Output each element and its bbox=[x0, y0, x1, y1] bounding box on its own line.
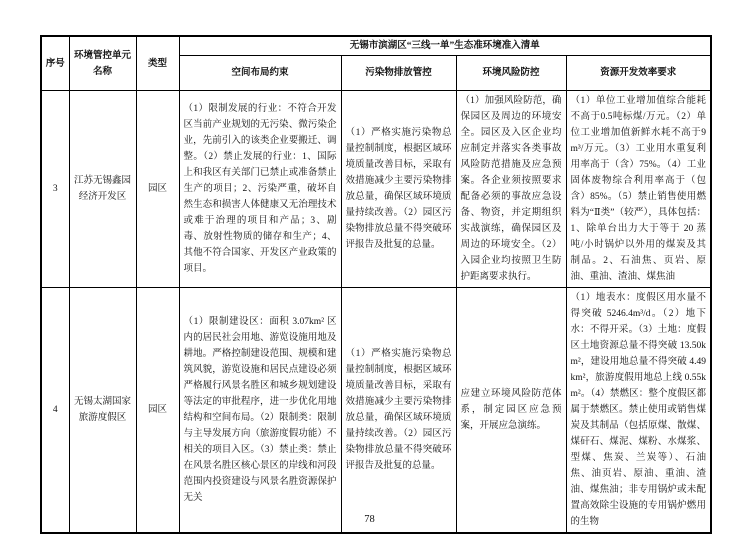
header-risk-prevention: 环境风险防控 bbox=[456, 56, 566, 91]
table-row bbox=[41, 288, 711, 534]
header-group-title: 无锡市滨湖区“三线一单”生态准环境准入清单 bbox=[179, 36, 711, 56]
header-unit-name: 环境管控单元名称 bbox=[69, 36, 136, 91]
table-row bbox=[41, 91, 711, 288]
cell-risk-4: 应建立环境风险防范体系，制定园区应急预案，开展应急演练。 bbox=[456, 288, 566, 534]
cell-serial-3: 3 bbox=[41, 91, 69, 288]
cell-resource-3: （1）单位工业增加值综合能耗不高于0.5吨标煤/万元。（2）单位工业增加值新鲜水耗不高于9m³/万元。（3）工业用水重复利用率高于（含）75%。（4）工业固体废物综合利用率高于（包含）85%。（5）禁止销售使用燃料为“Ⅱ类”（较严），具体包括：1、除单台出力大于等于 20 蒸吨/小时锅炉以外用的煤炭及其制品。2、石油焦、页岩、原油、重油、渣油、煤焦油 bbox=[566, 91, 711, 288]
header-pollutant-control: 污染物排放管控 bbox=[341, 56, 456, 91]
eco-access-list-table bbox=[40, 35, 712, 534]
cell-type-4: 园区 bbox=[136, 288, 179, 534]
cell-spatial-3: （1）限制发展的行业：不符合开发区当前产业规划的无污染、微污染企业，先前引入的该类企业要搬迁、调整。（2）禁止发展的行业：1、国际上和我区有关部门已禁止或准备禁止生产的项目；2、污染严重，破坏自然生态和损害人体健康又无治理技术或难于治理的项目和产品；3、剧毒、放射性物质的储存和生产；4、其他不符合国家、开发区产业政策的项目。 bbox=[179, 91, 341, 288]
cell-unit-name-4: 无锡太湖国家旅游度假区 bbox=[69, 288, 136, 534]
header-serial: 序号 bbox=[41, 36, 69, 91]
cell-spatial-4: （1）限制建设区：面积 3.07km² 区内的居民社会用地、游览设施用地及耕地。严格控制建设范围、规模和建筑风貌，游览设施和居民点建设必须严格履行风景名胜区和城乡规划建设等法定的审批程序，进一步优化用地结构和空间布局。（2）限制类：限制与主导发展方向（旅游度假功能）不相关的项目入区。（3）禁止类：禁止在风景名胜区核心景区的岸线和河段范围内投资建设与风景名胜资源保护无关 bbox=[179, 288, 341, 534]
cell-pollutant-4: （1）严格实施污染物总量控制制度，根据区域环境质量改善目标，采取有效措施减少主要污染物排放总量，确保区域环境质量持续改善。（2）园区污染物排放总量不得突破环评报告及批复的总量。 bbox=[341, 288, 456, 534]
cell-serial-4: 4 bbox=[41, 288, 69, 534]
cell-type-3: 园区 bbox=[136, 91, 179, 288]
cell-unit-name-3: 江苏无锡鑫园经济开发区 bbox=[69, 91, 136, 288]
cell-resource-4: （1）地表水：度假区用水量不得突破 5246.4m³/d。（2）地下水：不得开采。（3）土地：度假区土地资源总量不得突破 13.50km²，建设用地总量不得突破 4.49km²，旅游度假用地总上线 0.55km²。（4）禁燃区：整个度假区都属于禁燃区。禁止使用或销售煤炭及其制品（包括原煤、散煤、煤矸石、煤泥、煤粉、水煤浆、型煤、焦炭、兰炭等）、石油焦、油页岩、原油、重油、渣油、煤焦油；非专用锅炉或未配置高效除尘设施的专用锅炉燃用的生物 bbox=[566, 288, 711, 534]
cell-pollutant-3: （1）严格实施污染物总量控制制度，根据区域环境质量改善目标，采取有效措施减少主要污染物排放总量，确保区域环境质量持续改善。（2）园区污染物排放总量不得突破环评报告及批复的总量。 bbox=[341, 91, 456, 288]
header-resource-efficiency: 资源开发效率要求 bbox=[566, 56, 711, 91]
header-type: 类型 bbox=[136, 36, 179, 91]
page-number: 78 bbox=[364, 514, 375, 525]
cell-risk-3: （1）加强风险防范，确保园区及周边的环境安全。园区及入区企业均应制定并落实各类事故风险防范措施及应急预案。各企业须按照要求配备必须的事故应急设备、物资，并定期组织实战演练，确保园区及周边的环境安全。（2）入园企业均按照卫生防护距离要求执行。 bbox=[456, 91, 566, 288]
header-spatial-constraint: 空间布局约束 bbox=[179, 56, 341, 91]
table-group-header-row bbox=[41, 36, 711, 56]
